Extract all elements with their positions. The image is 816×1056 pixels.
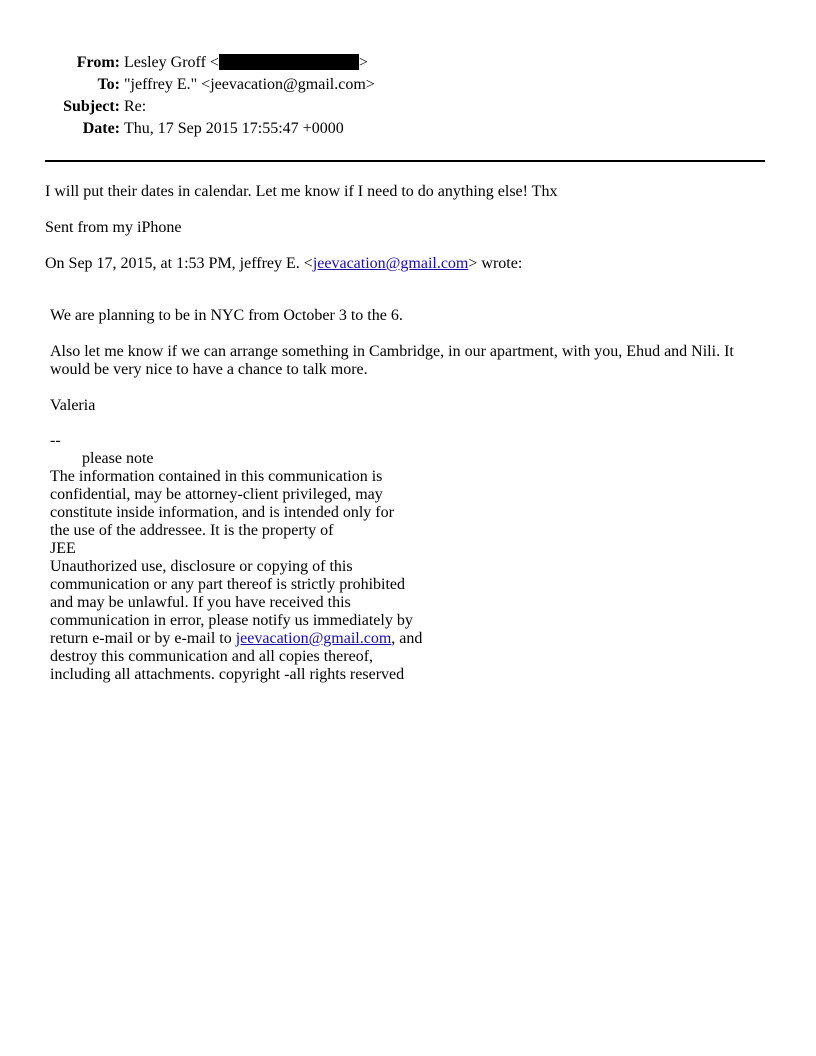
- quote-intro: [45, 255, 522, 273]
- to-value: "jeffrey E." <jeevacation@gmail.com>: [124, 76, 375, 93]
- disclaimer-line: and may be unlawful. If you have received this: [50, 594, 351, 611]
- quoted-text-1: We are planning to be in NYC from October 3 to the 6.: [50, 307, 403, 324]
- quoted-paragraph-2: [50, 343, 750, 379]
- disclaimer-line: JEE: [50, 540, 76, 557]
- to-label: To:: [97, 76, 120, 93]
- quoted-sign-text: Valeria: [50, 397, 96, 414]
- disclaimer-line: including all attachments. copyright -all rights reserved: [50, 666, 405, 683]
- to-row: [0, 74, 816, 96]
- quoted-paragraph-1: [50, 307, 750, 325]
- subject-label: Subject:: [63, 98, 120, 115]
- subject-value: Re:: [124, 98, 147, 115]
- disclaimer-email-prefix: return e-mail or by e-mail to: [50, 630, 236, 647]
- header-divider: [45, 160, 765, 162]
- disclaimer-line: constitute inside information, and is intended only for: [50, 504, 394, 521]
- date-value: Thu, 17 Sep 2015 17:55:47 +0000: [124, 120, 344, 137]
- signature-line: Sent from my iPhone: [45, 219, 182, 236]
- disclaimer-line: communication in error, please notify us immediately by: [50, 612, 413, 629]
- quote-intro-email-link[interactable]: jeevacation@gmail.com: [312, 255, 469, 272]
- disclaimer-line: confidential, may be attorney-client privileged, may: [50, 486, 383, 503]
- redaction-box: [219, 54, 359, 70]
- from-row: [0, 52, 816, 74]
- disclaimer-block: [50, 432, 422, 684]
- disclaimer-line: The information contained in this communication is: [50, 468, 383, 485]
- quote-intro-prefix: On Sep 17, 2015, at 1:53 PM, jeffrey E. <: [45, 255, 313, 272]
- from-value: [124, 52, 368, 74]
- from-name: Lesley Groff <: [124, 54, 219, 71]
- disclaimer-email-suffix: , and: [391, 630, 423, 647]
- disclaimer-email-link[interactable]: jeevacation@gmail.com: [235, 630, 392, 647]
- subject-row: [0, 96, 816, 118]
- disclaimer-note: please note: [82, 450, 154, 467]
- disclaimer-line: Unauthorized use, disclosure or copying of this: [50, 558, 353, 575]
- quoted-sign: [50, 397, 750, 415]
- disclaimer-line: communication or any part thereof is strictly prohibited: [50, 576, 406, 593]
- date-label: Date:: [82, 120, 120, 137]
- disclaimer-dashes: --: [50, 432, 61, 449]
- from-label: From:: [76, 54, 120, 71]
- quote-intro-suffix: > wrote:: [468, 255, 523, 272]
- disclaimer-line: the use of the addressee. It is the property of: [50, 522, 334, 539]
- quoted-text-2: Also let me know if we can arrange something in Cambridge, in our apartment, with you, Ehud and Nili. It would be very nice to have a chance to talk more.: [50, 343, 734, 378]
- disclaimer-line: destroy this communication and all copies thereof,: [50, 648, 374, 665]
- from-close: >: [358, 54, 368, 71]
- disclaimer-line-email: [50, 630, 422, 648]
- date-row: [0, 118, 816, 140]
- reply-text: I will put their dates in calendar. Let me know if I need to do anything else! Thx: [45, 183, 558, 200]
- email-headers: [0, 52, 816, 140]
